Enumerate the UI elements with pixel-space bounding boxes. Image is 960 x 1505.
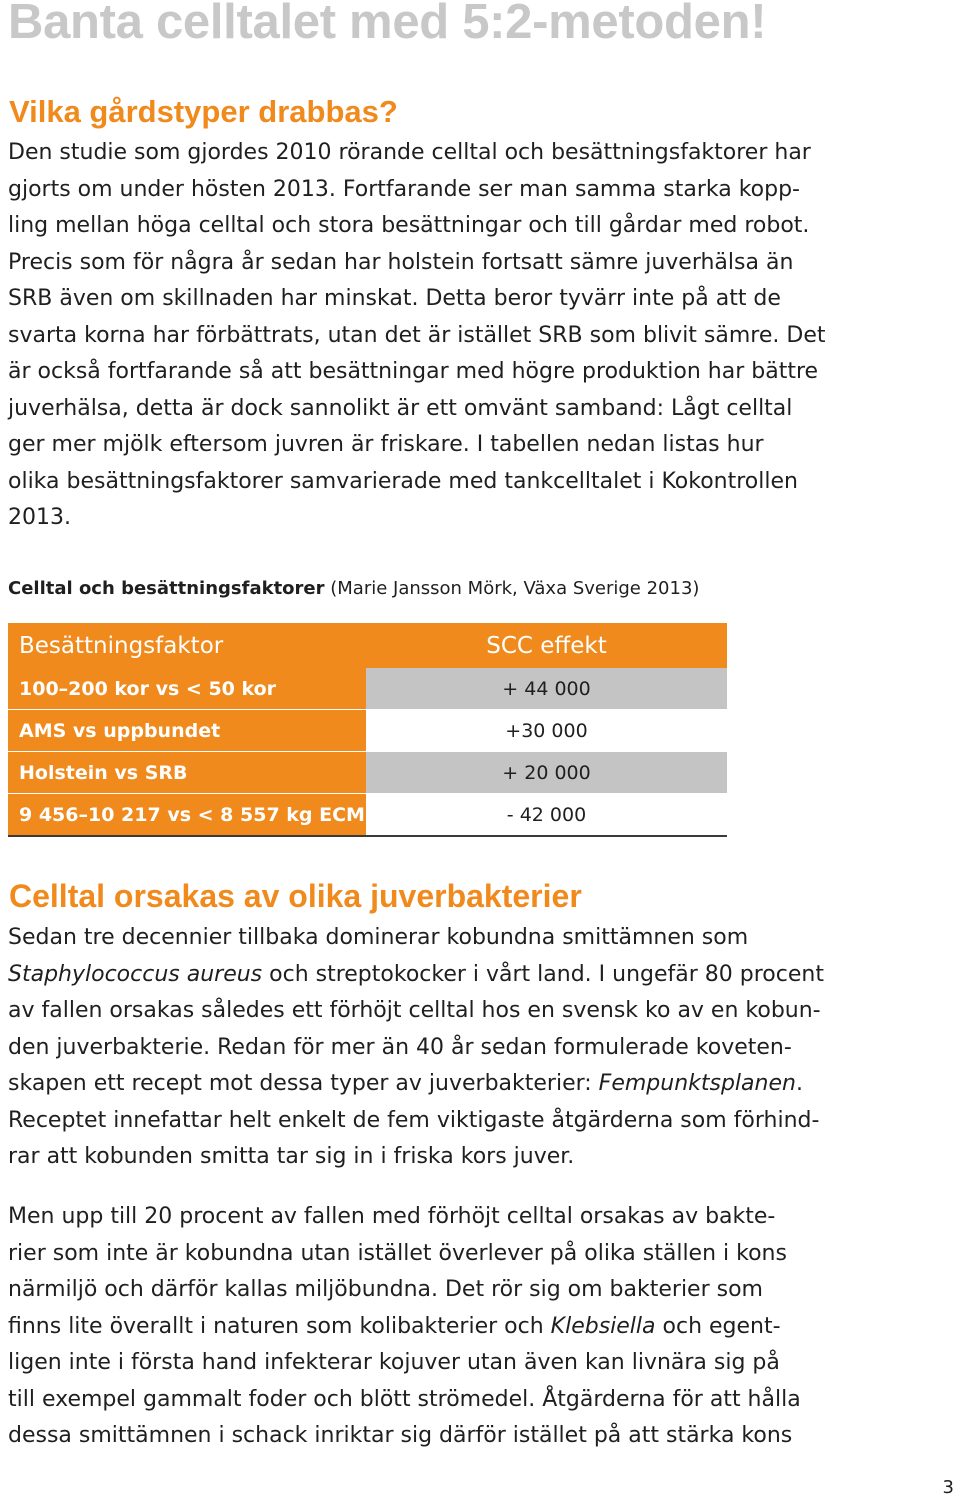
intro-paragraph [8, 135, 913, 537]
factor-cell: 100–200 kor vs < 50 kor [8, 668, 366, 709]
species-name: Klebsiella [550, 1313, 656, 1339]
text-line: ger mer mjölk eftersom juvren är friskare. I tabellen nedan listas hur [8, 432, 764, 457]
table-row [8, 710, 727, 752]
text-line: Receptet innefattar helt enkelt de fem viktigaste åtgärderna som förhind- [8, 1107, 820, 1133]
text-line: svarta korna har förbättrats, utan det är istället SRB som blivit sämre. Det [8, 322, 826, 348]
text-line: olika besättningsfaktorer samvarierade med tankcelltalet i Kokontrollen [8, 468, 798, 494]
plan-name: Fempunktsplanen [598, 1071, 796, 1096]
table-caption [8, 578, 699, 599]
text-line: Men upp till 20 procent av fallen med förhöjt celltal orsakas av bakte- [8, 1204, 776, 1229]
text-run: och streptokocker i vårt land. I ungefär 80 procent [262, 961, 824, 987]
text-line: närmiljö och därför kallas miljöbundna. Det rör sig om bakterier som [8, 1277, 763, 1302]
effect-cell: +30 000 [366, 710, 727, 751]
text-line: Precis som för några år sedan har holstein fortsatt sämre juverhälsa än [8, 249, 794, 275]
text-line: den juverbakterie. Redan för mer än 40 år sedan formulerade koveten- [8, 1034, 792, 1060]
text-line: rar att kobunden smitta tar sig in i friska kors juver. [8, 1144, 575, 1169]
page-number: 3 [942, 1477, 954, 1498]
bacteria-paragraph-1 [8, 920, 913, 1176]
text-line: rier som inte är kobundna utan istället överlever på olika ställen i kons [8, 1240, 787, 1266]
species-name: Staphylococcus aureus [8, 961, 263, 987]
effect-cell: + 20 000 [366, 752, 727, 793]
text-line [8, 1309, 913, 1346]
effect-cell: + 44 000 [366, 668, 727, 709]
text-line: Den studie som gjordes 2010 rörande celltal och besättningsfaktorer har [8, 140, 811, 165]
factor-cell: Holstein vs SRB [8, 752, 366, 793]
column-header-factor: Besättningsfaktor [8, 623, 366, 668]
table-caption-title: Celltal och besättningsfaktorer [8, 578, 325, 599]
text-line: 2013. [8, 505, 71, 530]
text-line: av fallen orsakas således ett förhöjt celltal hos en svensk ko av en kobun- [8, 998, 821, 1023]
text-run: skapen ett recept mot dessa typer av juverbakterier: [8, 1071, 599, 1096]
text-line [8, 957, 913, 994]
text-line: juverhälsa, detta är dock sannolikt är ett omvänt samband: Lågt celltal [8, 395, 793, 421]
bacteria-paragraph-2 [8, 1199, 913, 1455]
column-header-effect: SCC effekt [366, 623, 727, 668]
herd-factor-table [8, 623, 727, 837]
factor-cell: AMS vs uppbundet [8, 710, 366, 751]
table-row [8, 752, 727, 794]
table-caption-source: (Marie Jansson Mörk, Växa Sverige 2013) [324, 578, 700, 599]
page-title: Banta celltalet med 5:2-metoden! [8, 0, 767, 49]
text-line: dessa smittämnen i schack inriktar sig därför istället på att stärka kons [8, 1423, 793, 1448]
text-run: och egent- [655, 1313, 781, 1339]
effect-cell: - 42 000 [366, 794, 727, 835]
text-line: ling mellan höga celltal och stora besättningar och till gårdar med robot. [8, 213, 810, 238]
section-heading-udder-bacteria: Celltal orsakas av olika juverbakterier [9, 878, 582, 914]
text-line: Sedan tre decennier tillbaka dominerar kobundna smittämnen som [8, 925, 749, 950]
text-line: är också fortfarande så att besättningar med högre produktion har bättre [8, 359, 819, 384]
factor-cell: 9 456–10 217 vs < 8 557 kg ECM [8, 794, 366, 835]
table-header-row [8, 623, 727, 668]
text-line: till exempel gammalt foder och blött strömedel. Åtgärderna för att hålla [8, 1386, 801, 1412]
text-run: finns lite överallt i naturen som kolibakterier och [8, 1313, 551, 1339]
text-run: . [795, 1071, 803, 1096]
table-row [8, 794, 727, 837]
text-line: ligen inte i första hand infekterar kojuver utan även kan livnära sig på [8, 1350, 780, 1375]
section-heading-farm-types: Vilka gårdstyper drabbas? [9, 94, 398, 129]
table-row [8, 668, 727, 710]
text-line: SRB även om skillnaden har minskat. Detta beror tyvärr inte på att de [8, 286, 781, 311]
text-line: gjorts om under hösten 2013. Fortfarande ser man samma starka kopp- [8, 176, 800, 202]
text-line [8, 1066, 913, 1103]
